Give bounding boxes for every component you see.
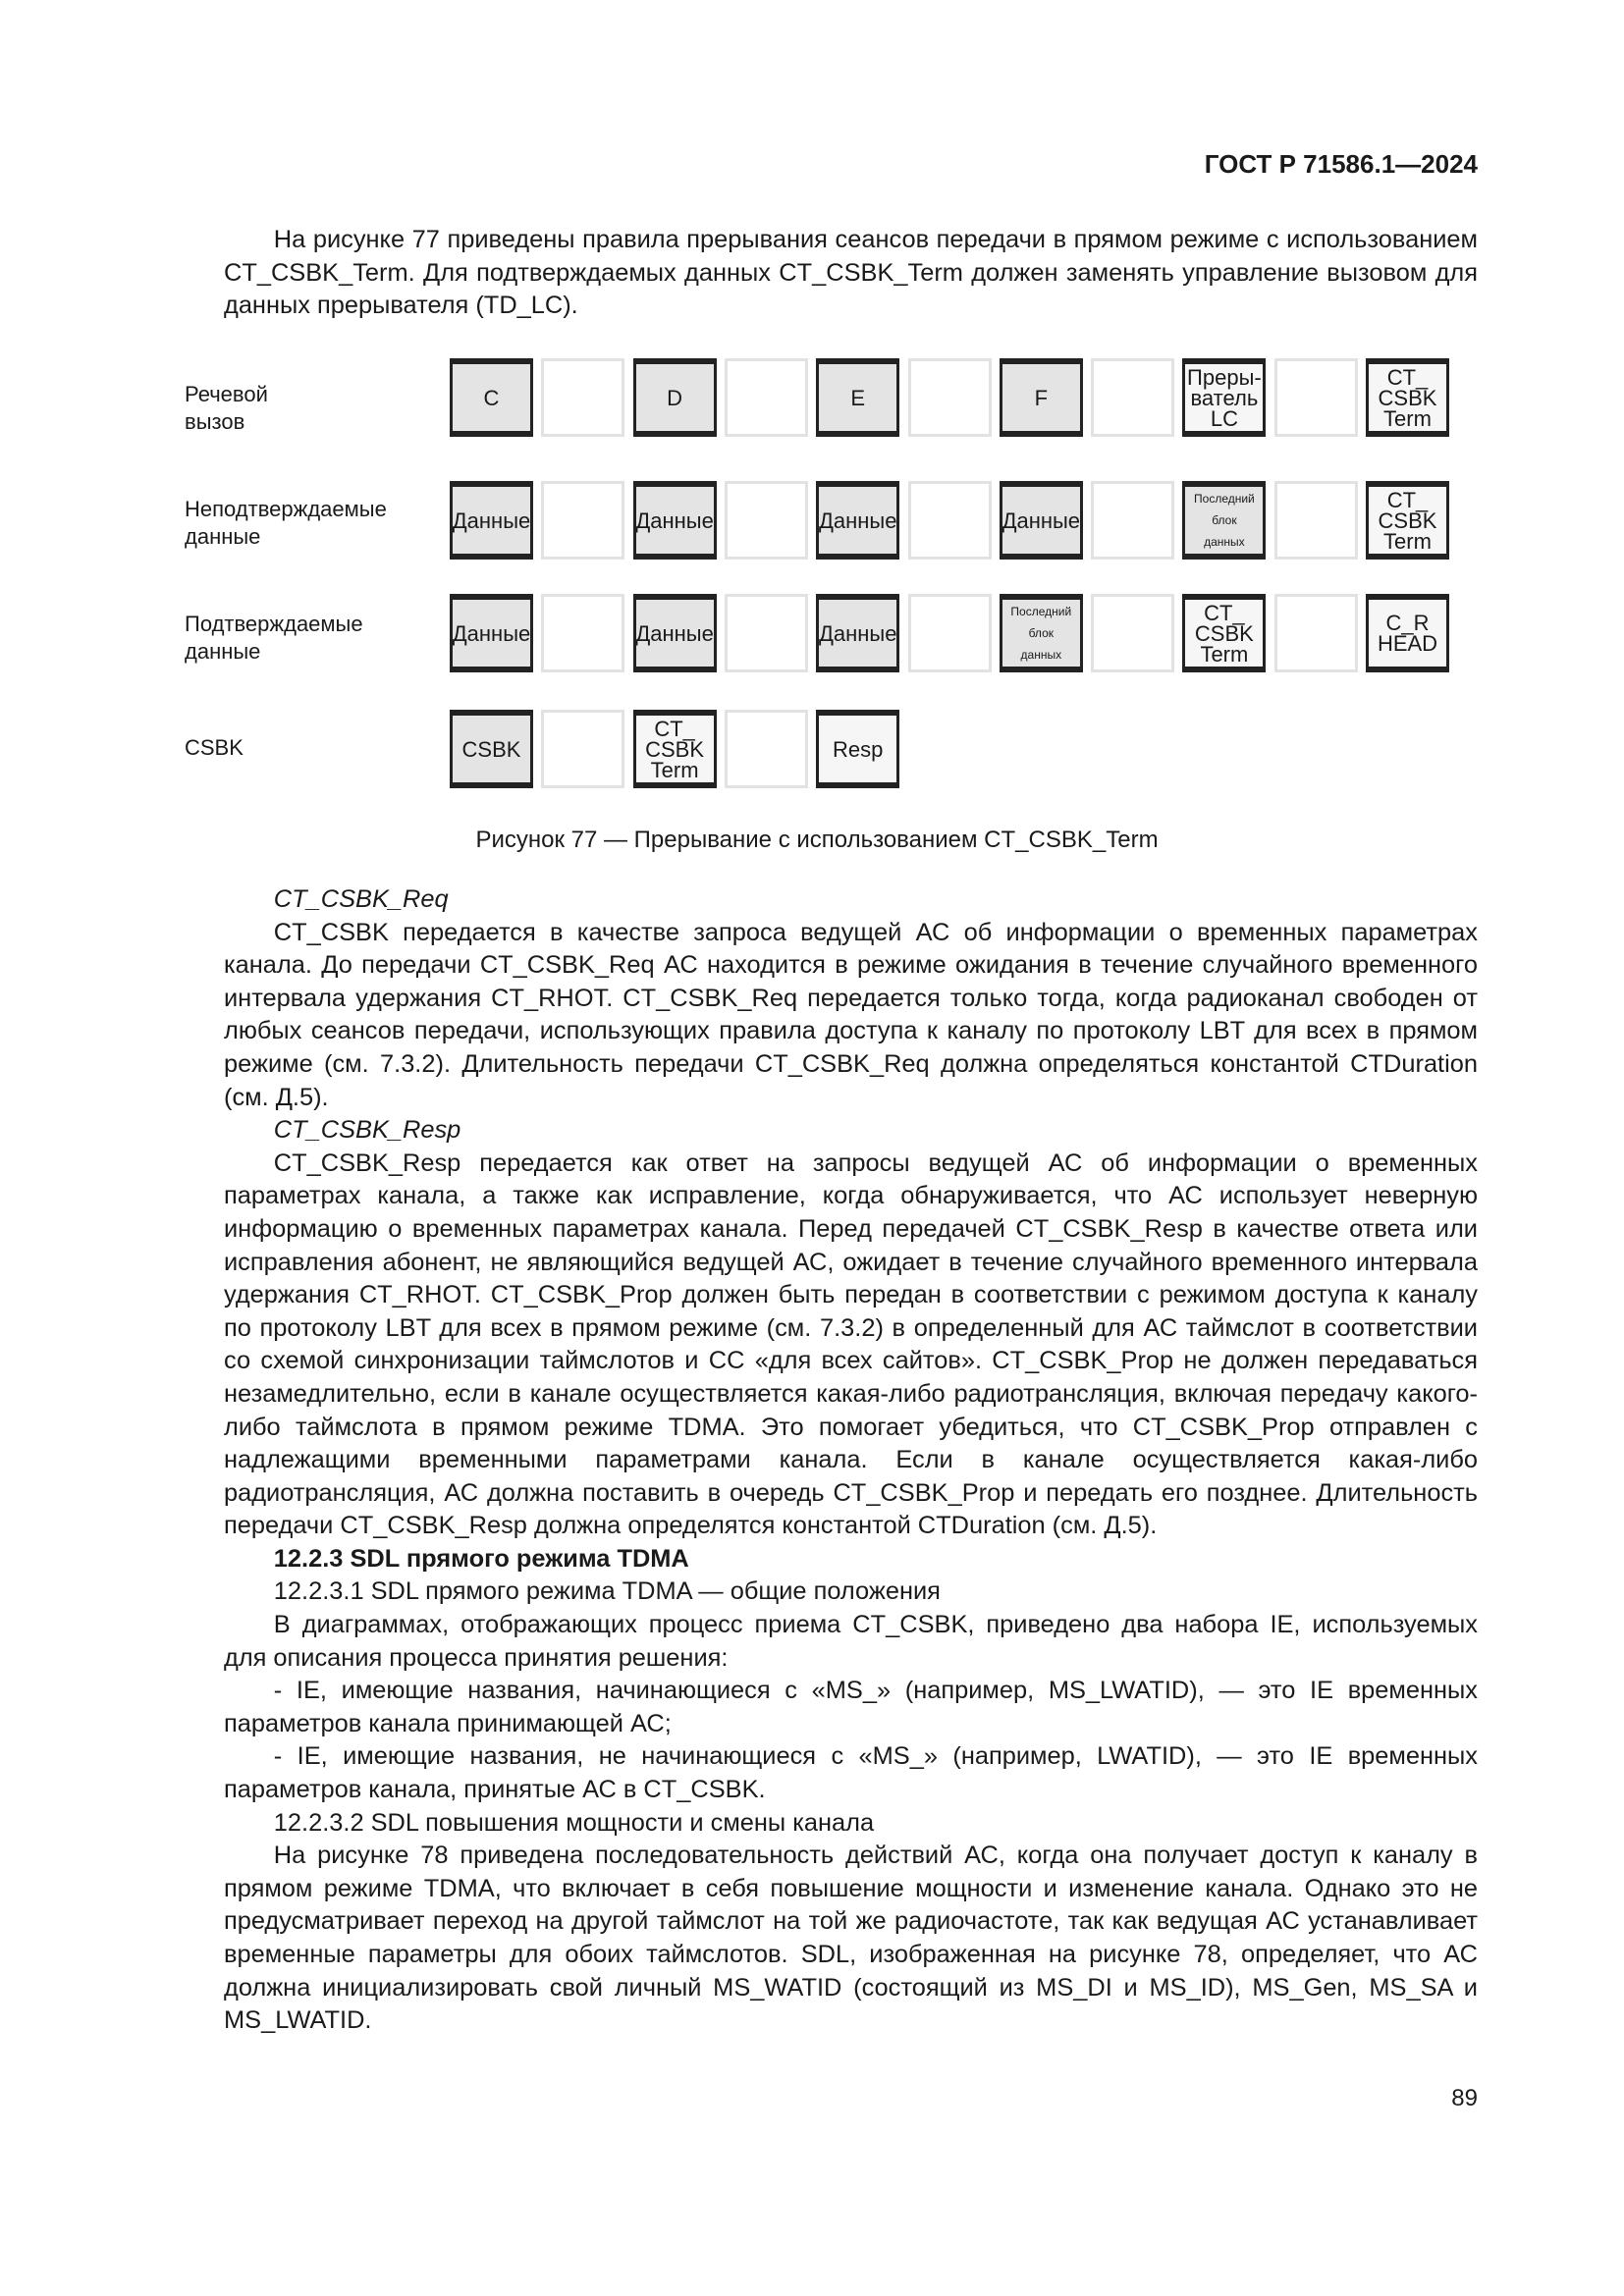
timeslot-block <box>1182 358 1266 437</box>
slot-text: Данные <box>1001 507 1081 533</box>
empty-slot <box>1091 594 1174 672</box>
slot-text: Данные <box>818 507 897 533</box>
slot-text: Преры- <box>1187 364 1262 390</box>
slot-text: E <box>850 385 866 410</box>
timeslot-block <box>633 594 717 672</box>
timeslot-block <box>816 481 899 560</box>
slot-text: блок <box>1028 626 1054 640</box>
slot-text: CT_ <box>1204 600 1245 625</box>
slot-text: F <box>1034 385 1049 410</box>
slot-text: C_R <box>1385 611 1430 635</box>
timeslot-block <box>816 358 899 437</box>
slot-text: Данные <box>635 620 714 646</box>
body-text <box>224 883 1478 2038</box>
row-label: данные <box>185 639 261 664</box>
row-label: Подтверждаемые <box>185 612 363 636</box>
slot-text: CSBK <box>645 736 705 762</box>
timeslot-block <box>1000 594 1083 672</box>
timeslot-block <box>1366 594 1449 672</box>
empty-slot <box>1274 594 1358 672</box>
slot-text: Данные <box>452 507 531 533</box>
slot-text: Term <box>650 757 699 782</box>
timeslot-block <box>633 481 717 560</box>
timeslot-block <box>450 358 533 437</box>
slot-text: данных <box>1020 648 1062 662</box>
timeslot-block <box>816 710 899 788</box>
timeslot-block <box>633 710 717 788</box>
timeslot-block <box>1182 481 1266 560</box>
empty-slot <box>725 710 808 788</box>
empty-slot <box>541 710 624 788</box>
row-label: Речевой вызов <box>185 382 268 434</box>
slot-text: данных <box>1204 535 1245 549</box>
timeslot-block <box>1366 358 1449 437</box>
timeslot-block <box>1366 481 1449 560</box>
empty-slot <box>541 594 624 672</box>
slot-text: C <box>483 385 500 410</box>
empty-slot <box>1274 481 1358 560</box>
slot-text: Последний <box>1194 492 1255 506</box>
page-number: 89 <box>1451 2085 1478 2111</box>
row-label: Неподтверждаемые <box>185 497 387 521</box>
slot-text: HEAD <box>1377 631 1438 656</box>
paragraph: На рисунке 78 приведена последовательность действий АС, когда она получает доступ к каналу в прямом режиме TDMA, что включает в себя повышение мощности и изменение канала. Однако это не предусматривает переход на другой таймслот на той же радиочастоте, так как ведущая АС устанавливает временные параметры для обоих таймслотов. SDL, изображенная на рисунке 78, определяет, что АС должна инициализировать свой личный MS_WATID (состоящий из MS_DI и MS_ID), MS_Gen, MS_SA и MS_LWATID. <box>224 1842 1478 2035</box>
slot-text: Данные <box>452 620 531 646</box>
timeslot-block <box>633 358 717 437</box>
empty-slot <box>541 481 624 560</box>
timeslot-block <box>1182 594 1266 672</box>
slot-text: Term <box>1383 405 1432 431</box>
paragraph: - IE, имеющие названия, не начинающиеся с «MS_» (например, LWATID), — это IE временных параметров канала, принятые АС в CT_CSBK. <box>224 1742 1478 1804</box>
intro-paragraph <box>224 224 1478 323</box>
timeslot-block <box>450 710 533 788</box>
paragraph: В диаграммах, отображающих процесс приема CT_CSBK, приведено два набора IE, используемых для описания процесса принятия решения: <box>224 1611 1478 1672</box>
figure-caption: Рисунок 77 — Прерывание с использованием CT_CSBK_Term <box>475 827 1159 853</box>
empty-slot <box>908 481 992 560</box>
empty-slot <box>541 358 624 437</box>
slot-text: ватель <box>1190 385 1259 410</box>
slot-text: Resp <box>833 736 884 762</box>
paragraph: CT_CSBK передается в качестве запроса ведущей АС об информации о временных параметрах канала. До передачи CT_CSBK_Req АС находится в режиме ожидания в течение случайного временного интервала удержания CT_RHOT. CT_CSBK_Req передается только тогда, когда радиоканал свободен от любых сеансов передачи, использующих правила доступа к каналу по протоколу LBT для всех в прямом режиме (см. 7.3.2). Длительность передачи CT_CSBK_Req должна определяться константой CTDuration (см. Д.5). <box>224 918 1478 1111</box>
paragraph: 12.2.3.1 SDL прямого режима TDMA — общие положения <box>273 1577 941 1606</box>
paragraph: - IE, имеющие названия, начинающиеся с «MS_» (например, MS_LWATID), — это IE временных параметров канала принимающей АС; <box>224 1677 1478 1737</box>
slot-text: CT_ <box>1386 364 1429 390</box>
slot-text: D <box>667 385 683 410</box>
empty-slot <box>908 358 992 437</box>
slot-text: блок <box>1212 513 1237 527</box>
term-heading: CT_CSBK_Resp <box>273 1116 461 1145</box>
row-label: CSBK <box>185 735 244 760</box>
timeslot-block <box>450 481 533 560</box>
empty-slot <box>908 594 992 672</box>
slot-text: Последний <box>1010 605 1072 618</box>
empty-slot <box>1091 358 1174 437</box>
slot-text: Term <box>1200 641 1249 667</box>
timeslot-block <box>1000 481 1083 560</box>
slot-text: Term <box>1383 528 1432 554</box>
timeslot-block <box>450 594 533 672</box>
slot-text: CSBK <box>461 736 521 762</box>
slot-text: CSBK <box>1194 620 1254 646</box>
row-label: данные <box>185 524 261 549</box>
slot-text: CT_ <box>654 716 695 741</box>
empty-slot <box>1091 481 1174 560</box>
empty-slot <box>725 594 808 672</box>
document-header: ГОСТ Р 71586.1—2024 <box>1204 149 1478 179</box>
slot-text: CSBK <box>1378 385 1437 410</box>
section-heading: 12.2.3 SDL прямого режима TDMA <box>273 1544 689 1573</box>
empty-slot <box>725 358 808 437</box>
paragraph: CT_CSBK_Resp передается как ответ на запросы ведущей АС об информации о временных параметрах канала, а также как исправление, когда обнаруживается, что АС использует неверную информацию о временных параметрах канала. Перед передачей CT_CSBK_Resp в качестве ответа или исправления абонент, не являющийся ведущей АС, ожидает в течение случайного временного интервала удержания CT_RHOT. CT_CSBK_Prop должен быть передан в соответствии с режимом доступа к каналу по протоколу LBT для всех в прямом режиме (см. 7.3.2) в определенный для АС таймслот в соответствии со схемой синхронизации таймслотов и СС «для всех сайтов». CT_CSBK_Prop не должен передаваться незамедлительно, если в канале осуществляется какая-либо радиотрансляция, включая передачу какого-либо таймслота в прямом режиме TDMA. Это помогает убедиться, что CT_CSBK_Prop отправлен с надлежащими временными параметрами канала. Если в канале осуществляется какая-либо радиотрансляция, АС должна поставить в очередь CT_CSBK_Prop и передать его позднее. Длительность передачи CT_CSBK_Resp должна определятся константой CTDuration (см. Д.5). <box>224 1148 1478 1540</box>
slot-text: Данные <box>818 620 897 646</box>
paragraph: 12.2.3.2 SDL повышения мощности и смены канала <box>273 1808 875 1837</box>
timeslot-block <box>816 594 899 672</box>
intro-text: На рисунке 77 приведены правила прерывания сеансов передачи в прямом режиме с использованием CT_CSBK_Term. Для подтверждаемых данных CT_CSBK_Term должен заменять управление вызовом для данных прерывателя (TD_LC). <box>224 226 1478 320</box>
slot-text: Данные <box>635 507 714 533</box>
slot-text: CSBK <box>1378 507 1437 533</box>
timeslot-block <box>1000 358 1083 437</box>
slot-text: LC <box>1210 405 1238 431</box>
empty-slot <box>725 481 808 560</box>
term-heading: CT_CSBK_Req <box>273 885 449 913</box>
slot-text: CT_ <box>1386 487 1429 512</box>
empty-slot <box>1274 358 1358 437</box>
